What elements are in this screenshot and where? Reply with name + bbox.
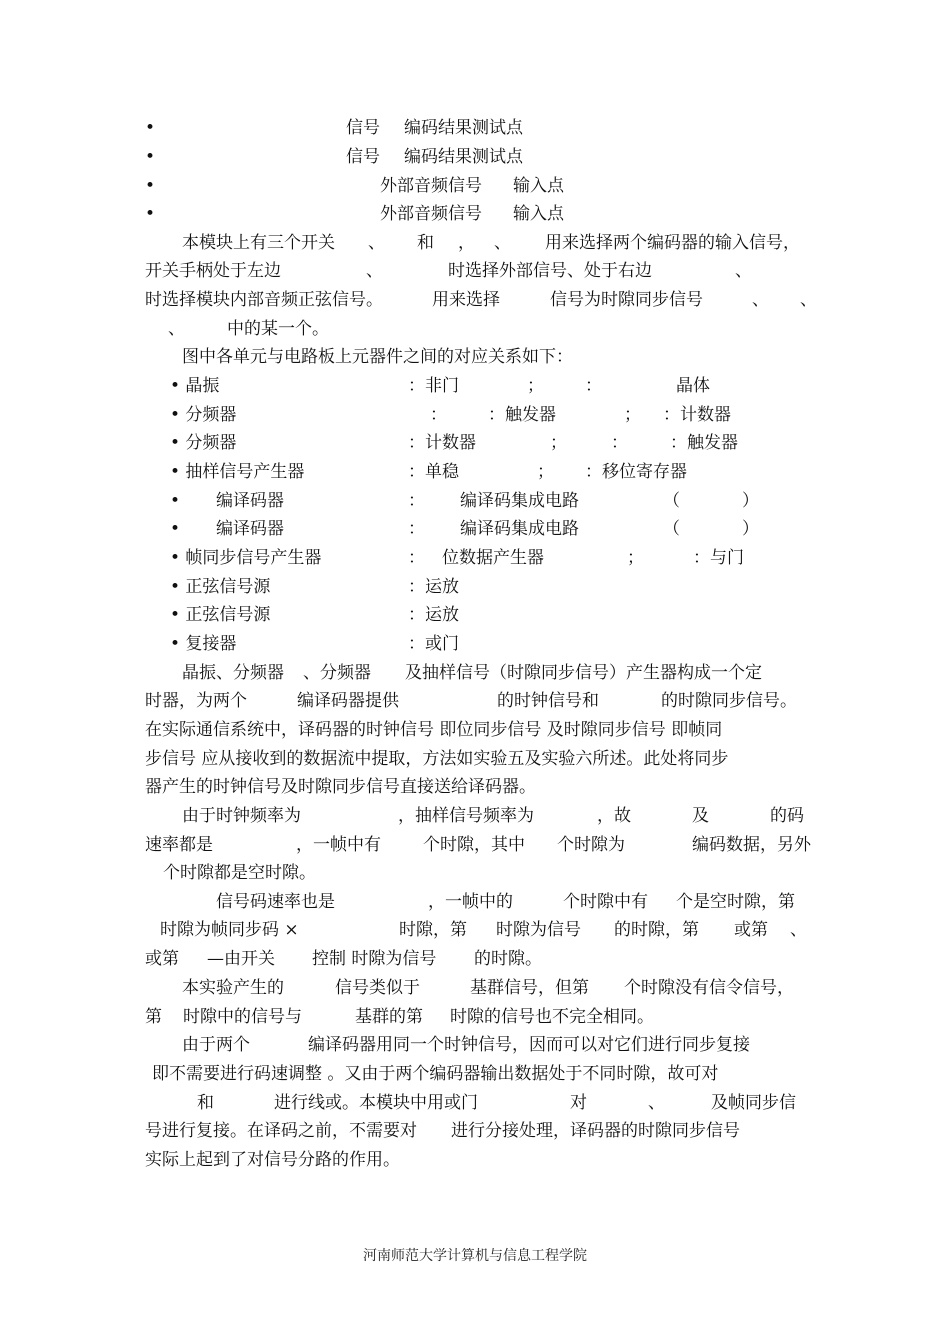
text: ：非门 <box>408 376 459 396</box>
text: • 抽样信号产生器 <box>170 462 305 482</box>
bullet-marker: • <box>145 204 156 224</box>
text: ） <box>742 519 759 539</box>
component-item <box>0 515 950 543</box>
text: 第 <box>145 1007 162 1027</box>
text: 位数据产生器 <box>442 548 544 568</box>
text: 时器，为两个 <box>145 691 247 711</box>
text: • 分频器 <box>170 433 237 453</box>
text: 的时隙。 <box>474 949 542 969</box>
text: ，一帧中有 <box>296 835 381 855</box>
text: 和 <box>417 233 434 253</box>
text: 的码 <box>770 806 804 826</box>
bullet-item <box>0 200 950 228</box>
text: ：运放 <box>408 577 459 597</box>
text: • <box>170 519 181 539</box>
component-item <box>0 601 950 629</box>
paragraph-line <box>0 1146 950 1174</box>
paragraph-line <box>0 831 950 859</box>
text: 的时隙，第 <box>614 920 699 940</box>
text: 控制 时隙为信号 <box>312 949 437 969</box>
component-item <box>0 372 950 400</box>
text: ， <box>458 233 475 253</box>
text: 用来选择 <box>432 290 500 310</box>
text: 、 <box>752 290 769 310</box>
paragraph-line <box>0 1117 950 1145</box>
text: 时隙为信号 <box>496 920 581 940</box>
text: 在实际通信系统中，译码器的时钟信号 即位同步信号 及时隙同步信号 即帧同 <box>145 720 723 740</box>
text: 、 <box>366 261 383 281</box>
text: 编译码器 <box>216 519 284 539</box>
paragraph-line <box>0 1089 950 1117</box>
text: 编译码集成电路 <box>460 491 579 511</box>
text: ： <box>408 548 425 568</box>
text: 和 <box>197 1093 214 1113</box>
text: （ <box>663 491 680 511</box>
text: 编译码集成电路 <box>460 519 579 539</box>
text: ； <box>537 462 554 482</box>
text: ，抽样信号频率为 <box>398 806 534 826</box>
paragraph-line <box>0 229 950 257</box>
text: 时隙中的信号与 <box>183 1007 302 1027</box>
text: 的时隙同步信号。 <box>661 691 797 711</box>
component-item <box>0 429 950 457</box>
bullet-item <box>0 143 950 171</box>
text: 、 <box>735 261 752 281</box>
text: • <box>170 491 181 511</box>
text: 或第 <box>145 949 179 969</box>
text: 基群信号，但第 <box>470 978 589 998</box>
text: 、 <box>494 233 511 253</box>
text: ：触发器 <box>670 433 738 453</box>
bullet-marker: • <box>145 118 156 138</box>
paragraph-line <box>0 945 950 973</box>
text: 即不需要进行码速调整 。又由于两个编码器输出数据处于不同时隙，故可对 <box>152 1064 719 1084</box>
text: 、 <box>368 233 385 253</box>
text: • 正弦信号源 <box>170 605 271 625</box>
bullet-item <box>0 114 950 142</box>
paragraph-line <box>0 745 950 773</box>
text: 及 <box>692 806 709 826</box>
text: 号进行复接。在译码之前，不需要对 进行分接处理，译码器的时隙同步信号 <box>145 1121 740 1141</box>
text: ：计数器 <box>408 433 476 453</box>
text: 个时隙没有信令信号， <box>624 978 794 998</box>
bullet-text: 编码结果测试点 <box>404 118 523 138</box>
text: 编译码器 <box>216 491 284 511</box>
text: ：运放 <box>408 605 459 625</box>
text: 器产生的时钟信号及时隙同步信号直接送给译码器。 <box>145 777 536 797</box>
text: ，一帧中的 <box>428 892 513 912</box>
text: ：单稳 <box>408 462 459 482</box>
paragraph-line <box>0 257 950 285</box>
bullet-marker: • <box>145 147 156 167</box>
text: ） <box>742 491 759 511</box>
paragraph-line <box>0 802 950 830</box>
text: ： <box>430 405 447 425</box>
text: 信号类似于 <box>335 978 420 998</box>
component-item <box>0 630 950 658</box>
text: 由于时钟频率为 <box>182 806 301 826</box>
bullet-text: 外部音频信号 <box>380 204 482 224</box>
text: ； <box>527 376 544 396</box>
text: 个时隙中有 <box>563 892 648 912</box>
paragraph-line <box>0 659 950 687</box>
bullet-marker: • <box>145 176 156 196</box>
paragraph-line <box>0 773 950 801</box>
text: ： <box>408 519 425 539</box>
text: ：移位寄存器 <box>585 462 687 482</box>
text: —由开关 <box>207 949 275 969</box>
text: ，故 <box>597 806 631 826</box>
text: （ <box>663 519 680 539</box>
text: 、 <box>790 920 807 940</box>
paragraph-line <box>0 974 950 1002</box>
text: 编译码器用同一个时钟信号，因而可以对它们进行同步复接 <box>308 1035 750 1055</box>
bullet-item <box>0 172 950 200</box>
text: ； <box>624 405 641 425</box>
text: 时隙的信号也不完全相同。 <box>450 1007 654 1027</box>
text: • 复接器 <box>170 634 237 654</box>
text: 速率都是 <box>145 835 213 855</box>
text: 由于两个 <box>182 1035 250 1055</box>
text: 用来选择两个编码器的输入信号， <box>545 233 800 253</box>
text: ：计数器 <box>663 405 731 425</box>
text: 个时隙，其中 <box>423 835 525 855</box>
text: 、 <box>168 319 185 339</box>
component-item <box>0 401 950 429</box>
text: 实际上起到了对信号分路的作用。 <box>145 1150 400 1170</box>
text: ： <box>408 491 425 511</box>
text: 的时钟信号和 <box>497 691 599 711</box>
paragraph-line <box>0 1060 950 1088</box>
text: • 帧同步信号产生器 <box>170 548 322 568</box>
component-item <box>0 487 950 515</box>
text: 基群的第 <box>355 1007 423 1027</box>
paragraph-line <box>0 916 950 944</box>
text: 本模块上有三个开关 <box>182 233 335 253</box>
paragraph-line <box>0 859 950 887</box>
text: 晶振、分频器 <box>182 663 284 683</box>
bullet-text: 信号 <box>346 118 380 138</box>
text: 步信号 应从接收到的数据流中提取，方法如实验五及实验六所述。此处将同步 <box>145 749 729 769</box>
text: 晶体 <box>676 376 710 396</box>
text: • 正弦信号源 <box>170 577 271 597</box>
text: 个是空时隙，第 <box>676 892 795 912</box>
text: • 晶振 <box>170 376 220 396</box>
text: ：或门 <box>408 634 459 654</box>
paragraph-line <box>0 716 950 744</box>
paragraph-line <box>0 1031 950 1059</box>
paragraph-line <box>0 888 950 916</box>
paragraph-line <box>0 687 950 715</box>
text: 时选择外部信号、处于右边 <box>448 261 652 281</box>
text: 中的某一个。 <box>227 319 329 339</box>
text: 及抽样信号（时隙同步信号）产生器构成一个定 <box>405 663 762 683</box>
text: ： <box>585 376 602 396</box>
text: 信号为时隙同步信号 <box>550 290 703 310</box>
paragraph-line <box>0 315 950 343</box>
text: 进行线或。本模块中用或门 <box>274 1093 478 1113</box>
bullet-text: 输入点 <box>513 176 564 196</box>
text: 、 <box>648 1093 665 1113</box>
component-item <box>0 544 950 572</box>
text: 编译码器提供 <box>297 691 399 711</box>
bullet-text: 信号 <box>346 147 380 167</box>
text: 时隙为帧同步码 × <box>160 920 299 940</box>
component-item <box>0 573 950 601</box>
bullet-text: 输入点 <box>513 204 564 224</box>
text: 个时隙都是空时隙。 <box>163 863 316 883</box>
paragraph-line <box>0 286 950 314</box>
page-footer: 河南师范大学计算机与信息工程学院 <box>363 1248 587 1264</box>
text: 信号码速率也是 <box>216 892 335 912</box>
text: 本实验产生的 <box>182 978 284 998</box>
text: 时隙，第 <box>399 920 467 940</box>
text: 对 <box>570 1093 587 1113</box>
text: 或第 <box>734 920 768 940</box>
component-item <box>0 458 950 486</box>
text: 编码数据，另外 <box>692 835 811 855</box>
bullet-text: 外部音频信号 <box>380 176 482 196</box>
text: • 分频器 <box>170 405 237 425</box>
text: ：触发器 <box>488 405 556 425</box>
text: 图中各单元与电路板上元器件之间的对应关系如下： <box>182 347 573 367</box>
text: ：与门 <box>693 548 744 568</box>
text: ； <box>627 548 644 568</box>
text: 、 <box>800 290 817 310</box>
text: 时选择模块内部音频正弦信号。 <box>145 290 383 310</box>
text: 及帧同步信 <box>711 1093 796 1113</box>
text: ： <box>611 433 628 453</box>
paragraph-line <box>0 343 950 371</box>
text: 个时隙为 <box>557 835 625 855</box>
paragraph-line <box>0 1003 950 1031</box>
text: ； <box>550 433 567 453</box>
text: 、分频器 <box>303 663 371 683</box>
text: 开关手柄处于左边 <box>145 261 281 281</box>
bullet-text: 编码结果测试点 <box>404 147 523 167</box>
